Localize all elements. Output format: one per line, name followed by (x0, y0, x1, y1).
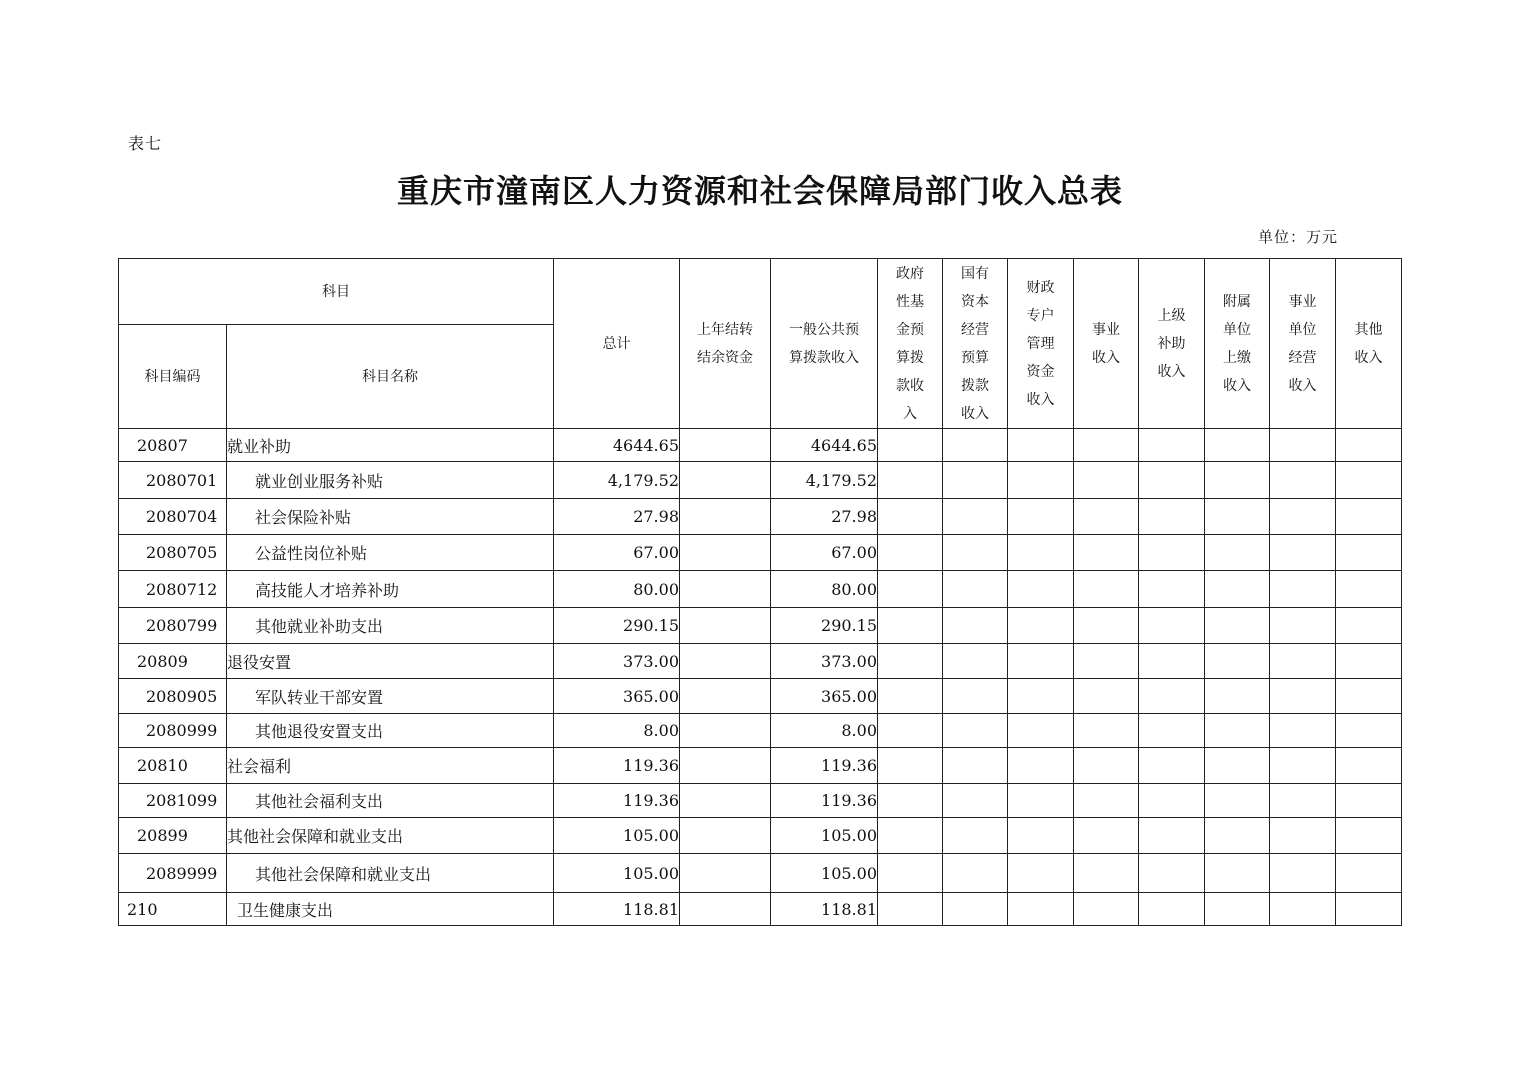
cell-empty (878, 535, 943, 571)
cell-empty (1074, 608, 1139, 644)
header-line: 上级 (1157, 307, 1186, 324)
cell-empty (1008, 854, 1074, 893)
cell-empty (1008, 535, 1074, 571)
cell-empty (1205, 499, 1270, 535)
cell-empty (1008, 571, 1074, 608)
header-other-income (1336, 259, 1402, 429)
cell-empty (1336, 893, 1402, 926)
cell-empty (1270, 499, 1336, 535)
header-line: 收入 (1092, 349, 1120, 366)
cell-empty (1074, 499, 1139, 535)
header-line: 上缴 (1223, 349, 1251, 366)
header-superior-subsidy (1139, 259, 1205, 429)
cell-total: 80.00 (554, 571, 680, 608)
header-line: 总计 (602, 335, 631, 352)
cell-general-budget: 119.36 (771, 748, 878, 784)
cell-total: 4,179.52 (554, 462, 680, 499)
header-line: 事业 (1092, 321, 1120, 338)
cell-name: 退役安置 (227, 644, 554, 679)
cell-total: 105.00 (554, 854, 680, 893)
header-line: 预算 (961, 349, 989, 366)
cell-empty (1336, 679, 1402, 714)
cell-empty (1139, 714, 1205, 748)
header-general-budget (771, 259, 878, 429)
cell-empty (1205, 679, 1270, 714)
cell-empty (878, 748, 943, 784)
cell-empty (878, 854, 943, 893)
table-row (119, 608, 1402, 644)
cell-empty (1270, 893, 1336, 926)
cell-empty (943, 462, 1008, 499)
cell-empty (1008, 748, 1074, 784)
cell-empty (1336, 429, 1402, 462)
cell-empty (1205, 644, 1270, 679)
cell-empty (1008, 608, 1074, 644)
header-line: 上年结转 (697, 321, 753, 338)
header-fiscal-special (1008, 259, 1074, 429)
table-row (119, 748, 1402, 784)
cell-empty (1270, 818, 1336, 854)
cell-empty (878, 714, 943, 748)
table-row (119, 429, 1402, 462)
cell-general-budget: 105.00 (771, 818, 878, 854)
cell-name: 其他社会保障和就业支出 (227, 818, 554, 854)
header-line: 拨款 (961, 377, 989, 394)
cell-empty (1139, 462, 1205, 499)
cell-name: 社会保险补贴 (227, 499, 554, 535)
cell-general-budget: 105.00 (771, 854, 878, 893)
cell-carryover (680, 893, 771, 926)
header-line: 资本 (961, 293, 989, 310)
cell-empty (1270, 608, 1336, 644)
cell-empty (1336, 571, 1402, 608)
cell-empty (943, 784, 1008, 818)
cell-code: 2080905 (119, 679, 227, 714)
header-name: 科目名称 (227, 325, 554, 429)
cell-carryover (680, 748, 771, 784)
header-line: 金预 (896, 321, 924, 338)
cell-empty (1008, 679, 1074, 714)
cell-empty (1336, 714, 1402, 748)
table-row (119, 499, 1402, 535)
header-line: 性基 (896, 293, 924, 310)
cell-empty (878, 608, 943, 644)
header-line: 收入 (1288, 377, 1317, 394)
cell-empty (1074, 571, 1139, 608)
cell-total: 373.00 (554, 644, 680, 679)
cell-empty (1139, 429, 1205, 462)
header-state-capital (943, 259, 1008, 429)
cell-empty (1074, 784, 1139, 818)
cell-empty (1008, 644, 1074, 679)
cell-empty (1336, 608, 1402, 644)
cell-empty (878, 818, 943, 854)
cell-general-budget: 290.15 (771, 608, 878, 644)
cell-empty (943, 535, 1008, 571)
cell-total: 119.36 (554, 748, 680, 784)
cell-empty (943, 854, 1008, 893)
header-line: 资金 (1026, 363, 1055, 380)
table-row (119, 571, 1402, 608)
cell-empty (943, 571, 1008, 608)
cell-empty (1270, 535, 1336, 571)
cell-general-budget: 365.00 (771, 679, 878, 714)
cell-carryover (680, 608, 771, 644)
table-row (119, 535, 1402, 571)
cell-code: 20807 (119, 429, 227, 462)
header-line: 收入 (1157, 363, 1186, 380)
table-row (119, 854, 1402, 893)
cell-empty (878, 429, 943, 462)
cell-empty (1270, 429, 1336, 462)
cell-empty (1205, 608, 1270, 644)
cell-carryover (680, 714, 771, 748)
cell-empty (943, 429, 1008, 462)
cell-carryover (680, 462, 771, 499)
cell-empty (1336, 748, 1402, 784)
cell-name: 其他社会保障和就业支出 (227, 854, 554, 893)
cell-code: 2080999 (119, 714, 227, 748)
cell-empty (943, 499, 1008, 535)
header-line: 附属 (1223, 293, 1251, 310)
cell-empty (1008, 499, 1074, 535)
cell-total: 4644.65 (554, 429, 680, 462)
cell-total: 67.00 (554, 535, 680, 571)
header-affiliated-turnover (1205, 259, 1270, 429)
table-row (119, 893, 1402, 926)
cell-total: 118.81 (554, 893, 680, 926)
cell-carryover (680, 571, 771, 608)
table-row (119, 679, 1402, 714)
cell-carryover (680, 429, 771, 462)
table-row (119, 784, 1402, 818)
cell-empty (878, 644, 943, 679)
cell-name: 军队转业干部安置 (227, 679, 554, 714)
cell-empty (1205, 571, 1270, 608)
cell-code: 20810 (119, 748, 227, 784)
unit-label: 单位：万元 (1258, 228, 1339, 246)
cell-empty (1270, 462, 1336, 499)
cell-empty (1270, 854, 1336, 893)
cell-general-budget: 27.98 (771, 499, 878, 535)
cell-empty (1074, 854, 1139, 893)
header-line: 单位 (1223, 321, 1251, 338)
cell-empty (1270, 571, 1336, 608)
cell-empty (1336, 854, 1402, 893)
income-table (118, 258, 1402, 926)
header-line: 国有 (961, 265, 989, 282)
cell-general-budget: 67.00 (771, 535, 878, 571)
header-line: 政府 (896, 265, 924, 282)
header-line: 一般公共预 (789, 321, 859, 338)
table-row (119, 818, 1402, 854)
header-line: 专户 (1026, 307, 1055, 324)
cell-empty (1270, 644, 1336, 679)
cell-name: 高技能人才培养补助 (227, 571, 554, 608)
cell-empty (1074, 748, 1139, 784)
cell-total: 290.15 (554, 608, 680, 644)
header-line: 单位 (1288, 321, 1317, 338)
cell-empty (1139, 644, 1205, 679)
cell-empty (943, 644, 1008, 679)
cell-empty (1205, 784, 1270, 818)
header-line: 事业 (1288, 293, 1317, 310)
cell-empty (1074, 535, 1139, 571)
header-business-income (1074, 259, 1139, 429)
cell-empty (878, 893, 943, 926)
cell-carryover (680, 499, 771, 535)
header-line: 补助 (1157, 335, 1186, 352)
cell-carryover (680, 679, 771, 714)
header-subject: 科目 (119, 259, 554, 325)
header-line: 财政 (1026, 279, 1055, 296)
cell-code: 2081099 (119, 784, 227, 818)
cell-carryover (680, 535, 771, 571)
cell-empty (1139, 784, 1205, 818)
cell-code: 20809 (119, 644, 227, 679)
cell-empty (1074, 462, 1139, 499)
cell-name: 其他社会福利支出 (227, 784, 554, 818)
table-row (119, 644, 1402, 679)
cell-carryover (680, 818, 771, 854)
header-line: 算拨 (896, 349, 924, 366)
cell-empty (1139, 818, 1205, 854)
cell-empty (943, 818, 1008, 854)
cell-empty (1139, 535, 1205, 571)
cell-general-budget: 373.00 (771, 644, 878, 679)
cell-empty (1270, 714, 1336, 748)
cell-empty (1336, 818, 1402, 854)
header-line: 收入 (1026, 391, 1055, 408)
cell-total: 105.00 (554, 818, 680, 854)
cell-general-budget: 4,179.52 (771, 462, 878, 499)
header-line: 管理 (1026, 335, 1055, 352)
cell-name: 社会福利 (227, 748, 554, 784)
cell-code: 2080701 (119, 462, 227, 499)
cell-total: 119.36 (554, 784, 680, 818)
header-line: 其他 (1354, 321, 1383, 338)
header-line: 算拨款收入 (789, 349, 859, 366)
cell-name: 其他退役安置支出 (227, 714, 554, 748)
cell-empty (1270, 679, 1336, 714)
cell-empty (1336, 535, 1402, 571)
cell-empty (1139, 854, 1205, 893)
cell-code: 2080799 (119, 608, 227, 644)
cell-carryover (680, 784, 771, 818)
cell-general-budget: 80.00 (771, 571, 878, 608)
cell-empty (1139, 748, 1205, 784)
cell-total: 27.98 (554, 499, 680, 535)
header-line: 收入 (961, 405, 989, 422)
header-line: 经营 (1288, 349, 1317, 366)
cell-empty (1008, 462, 1074, 499)
cell-code: 2089999 (119, 854, 227, 893)
cell-empty (1074, 644, 1139, 679)
cell-code: 2080712 (119, 571, 227, 608)
cell-empty (943, 608, 1008, 644)
cell-general-budget: 119.36 (771, 784, 878, 818)
header-line: 收入 (1223, 377, 1251, 394)
cell-empty (878, 571, 943, 608)
cell-code: 20899 (119, 818, 227, 854)
cell-empty (1074, 893, 1139, 926)
cell-name: 其他就业补助支出 (227, 608, 554, 644)
cell-empty (878, 462, 943, 499)
table-row (119, 462, 1402, 499)
cell-general-budget: 8.00 (771, 714, 878, 748)
cell-empty (1139, 608, 1205, 644)
cell-code: 210 (119, 893, 227, 926)
table-number: 表七 (128, 134, 163, 153)
table-body (119, 429, 1402, 926)
header-code: 科目编码 (119, 325, 227, 429)
header-line: 收入 (1354, 349, 1383, 366)
cell-empty (1205, 429, 1270, 462)
header-line: 结余资金 (697, 349, 753, 366)
cell-empty (1139, 499, 1205, 535)
header-line: 入 (903, 405, 917, 422)
header-line: 经营 (961, 321, 989, 338)
cell-empty (1008, 714, 1074, 748)
cell-empty (1139, 893, 1205, 926)
cell-empty (1074, 679, 1139, 714)
cell-empty (1336, 784, 1402, 818)
cell-name: 公益性岗位补贴 (227, 535, 554, 571)
table-row (119, 714, 1402, 748)
cell-empty (1336, 499, 1402, 535)
cell-empty (1139, 571, 1205, 608)
cell-empty (1205, 748, 1270, 784)
cell-empty (1205, 893, 1270, 926)
cell-empty (1336, 644, 1402, 679)
cell-name: 就业创业服务补贴 (227, 462, 554, 499)
cell-empty (878, 679, 943, 714)
cell-empty (1205, 818, 1270, 854)
cell-general-budget: 118.81 (771, 893, 878, 926)
cell-total: 365.00 (554, 679, 680, 714)
cell-empty (1008, 818, 1074, 854)
cell-empty (1205, 714, 1270, 748)
cell-empty (1205, 854, 1270, 893)
cell-name: 就业补助 (227, 429, 554, 462)
cell-general-budget: 4644.65 (771, 429, 878, 462)
cell-empty (943, 748, 1008, 784)
cell-empty (1008, 429, 1074, 462)
cell-empty (943, 893, 1008, 926)
cell-empty (1008, 784, 1074, 818)
cell-empty (1336, 462, 1402, 499)
cell-total: 8.00 (554, 714, 680, 748)
cell-empty (1139, 679, 1205, 714)
cell-carryover (680, 854, 771, 893)
cell-empty (1205, 535, 1270, 571)
cell-empty (1074, 429, 1139, 462)
cell-empty (878, 499, 943, 535)
header-total (554, 259, 680, 429)
header-carryover (680, 259, 771, 429)
cell-empty (1205, 462, 1270, 499)
cell-empty (878, 784, 943, 818)
cell-code: 2080705 (119, 535, 227, 571)
header-line: 款收 (896, 377, 924, 394)
cell-empty (1074, 714, 1139, 748)
header-operating-income (1270, 259, 1336, 429)
page-title: 重庆市潼南区人力资源和社会保障局部门收入总表 (396, 172, 1123, 210)
cell-empty (1270, 784, 1336, 818)
cell-empty (943, 714, 1008, 748)
cell-empty (943, 679, 1008, 714)
cell-code: 2080704 (119, 499, 227, 535)
header-gov-fund (878, 259, 943, 429)
cell-empty (1270, 748, 1336, 784)
cell-empty (1074, 818, 1139, 854)
cell-empty (1008, 893, 1074, 926)
cell-carryover (680, 644, 771, 679)
cell-name: 卫生健康支出 (227, 893, 554, 926)
